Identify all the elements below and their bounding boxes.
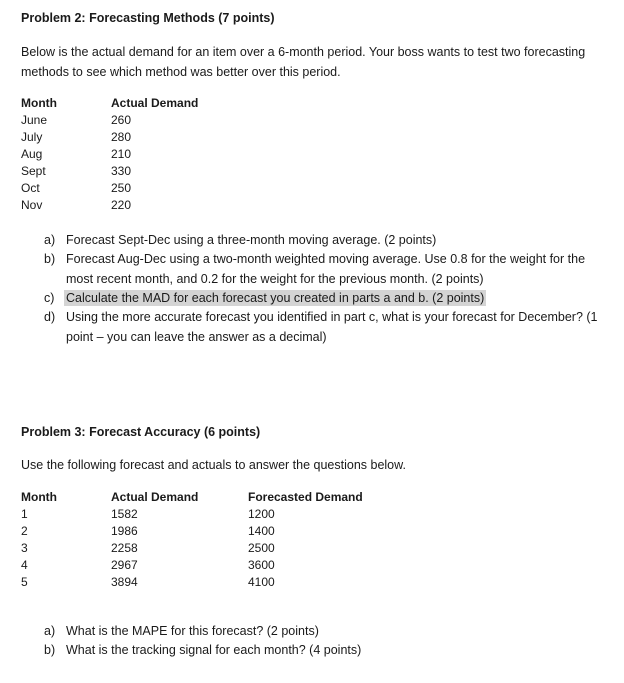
list-item: Using the more accurate forecast you identified in part c, what is your forecast for December? (1 (66, 310, 598, 324)
table-header-forecasted-demand: Forecasted Demand (248, 490, 363, 504)
list-item: What is the tracking signal for each month? (4 points) (66, 643, 362, 657)
list-marker: c) (44, 291, 55, 305)
table-cell: 280 (111, 130, 132, 144)
table-cell: 2 (21, 524, 28, 538)
list-item-continued: point – you can leave the answer as a decimal) (66, 330, 327, 344)
problem2-intro-line1: Below is the actual demand for an item over a 6-month period. Your boss wants to test two forecasting (21, 45, 586, 59)
table-cell: 1986 (111, 524, 138, 538)
list-item: What is the MAPE for this forecast? (2 points) (66, 624, 319, 638)
table-cell: 2258 (111, 541, 138, 555)
list-marker: a) (44, 233, 56, 247)
problem3-title: Problem 3: Forecast Accuracy (6 points) (21, 425, 261, 439)
table-cell: 1582 (111, 507, 138, 521)
highlight: Calculate the MAD for each forecast you created in parts a and b. (2 points) (66, 291, 485, 305)
table-cell: 220 (111, 198, 132, 212)
table-cell: July (21, 130, 43, 144)
table-cell: 4100 (248, 575, 275, 589)
table-cell: 1400 (248, 524, 275, 538)
table-cell: 2967 (111, 558, 138, 572)
table-cell: 3894 (111, 575, 138, 589)
table-cell: 330 (111, 164, 132, 178)
table-cell: 1200 (248, 507, 275, 521)
table-cell: 2500 (248, 541, 275, 555)
list-item: Forecast Aug-Dec using a two-month weighted moving average. Use 0.8 for the weight for the (66, 252, 586, 266)
table-cell: June (21, 113, 48, 127)
problem2-intro-line2: methods to see which method was better over this period. (21, 65, 341, 79)
list-marker: b) (44, 643, 56, 657)
problem3-intro: Use the following forecast and actuals to answer the questions below. (21, 458, 406, 472)
table-cell: 5 (21, 575, 28, 589)
list-marker: b) (44, 252, 56, 266)
table-cell: 3 (21, 541, 28, 555)
table-cell: 210 (111, 147, 132, 161)
table-cell: 250 (111, 181, 132, 195)
table-header-actual-demand: Actual Demand (111, 490, 199, 504)
table-header-month: Month (21, 96, 57, 110)
table-header-actual-demand: Actual Demand (111, 96, 199, 110)
problem2-title: Problem 2: Forecasting Methods (7 points) (21, 11, 275, 25)
list-marker: d) (44, 310, 56, 324)
list-marker: a) (44, 624, 56, 638)
table-cell: Oct (21, 181, 40, 195)
list-item: Forecast Sept-Dec using a three-month moving average. (2 points) (66, 233, 437, 247)
table-cell: 4 (21, 558, 28, 572)
table-cell: Aug (21, 147, 43, 161)
table-cell: 3600 (248, 558, 275, 572)
table-cell: Nov (21, 198, 43, 212)
table-cell: 260 (111, 113, 132, 127)
table-cell: Sept (21, 164, 46, 178)
list-item-continued: most recent month, and 0.2 for the weight for the previous month. (2 points) (66, 272, 484, 286)
table-cell: 1 (21, 507, 28, 521)
table-header-month: Month (21, 490, 57, 504)
list-item-highlighted (64, 288, 486, 308)
